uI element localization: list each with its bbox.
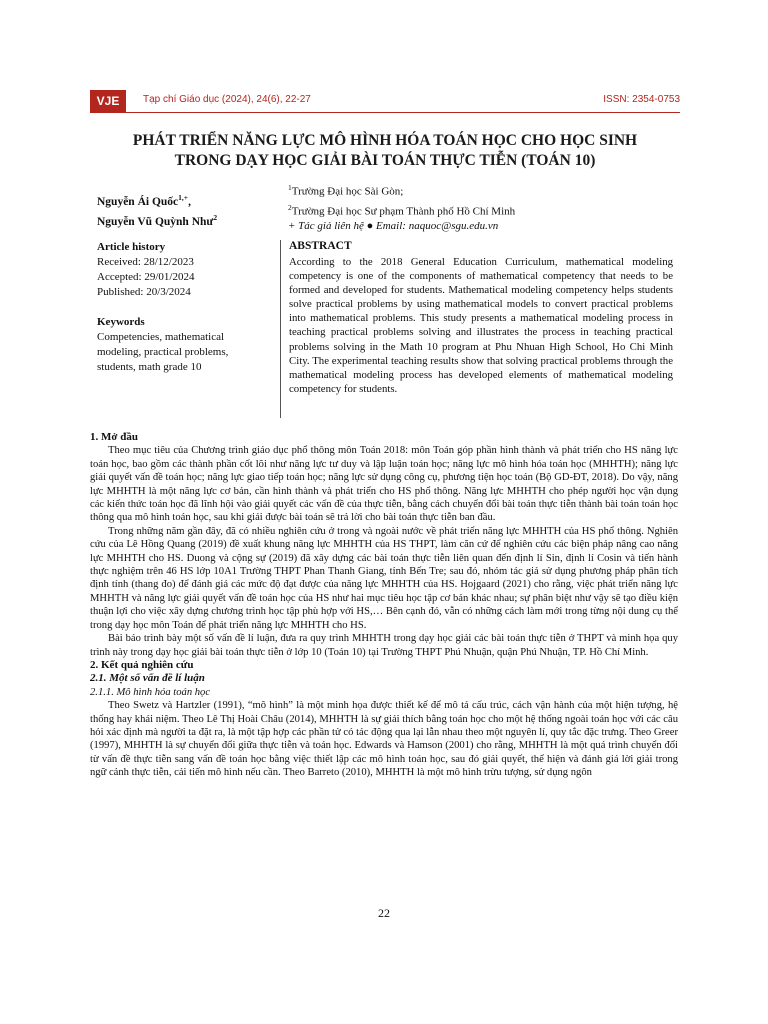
article-history-heading: Article history bbox=[97, 241, 166, 253]
title-line-1: PHÁT TRIỂN NĂNG LỰC MÔ HÌNH HÓA TOÁN HỌC CHO HỌC SINH bbox=[132, 132, 638, 149]
author-list bbox=[97, 190, 217, 230]
corresponding-contact: + Tác giả liên hệ ● Email: naquoc@sgu.edu.vn bbox=[288, 220, 499, 233]
affiliation-1: $^1$Trường Đại học Sài Gòn; bbox=[288, 183, 404, 198]
page-number: 22 bbox=[378, 906, 390, 920]
accepted-date: Accepted: 29/01/2024 bbox=[97, 271, 195, 283]
journal-citation: Tạp chí Giáo dục (2024), 24(6), 22-27 bbox=[143, 94, 311, 105]
journal-logo: VJE bbox=[90, 90, 126, 112]
article-title bbox=[90, 131, 680, 171]
abstract-heading: ABSTRACT bbox=[289, 240, 352, 252]
abstract-text: According to the 2018 General Education Curriculum, mathematical modeling competency is one of the components of mathematical competency that needs to be formed and developed for students. Mathematical modeling competency helps students solve practical problems by using mathematical models to convert practical problems into mathematical problems. This study presents a mathematical modeling process in teaching practical problems solving and illustrates the process in teaching practical problems solving in the Math 10 program at Phu Nhuan High School, Ho Chi Minh City. The experimental teaching results show that solving practical problems through the mathematical modeling process has developed elements of mathematical modeling competency for students. bbox=[289, 256, 673, 395]
paragraph: Theo mục tiêu của Chương trình giáo dục phổ thông môn Toán 2018: môn Toán góp phần hình thành và phát triển cho HS năng lực toán học, bao gồm các thành phần cốt lõi như năng lực tư duy và lập luận toán học; năng lực mô hình hóa toán học (MHHTH); năng lực giải quyết vấn đề toán học; năng lực giao tiếp toán học; năng lực sử dụng công cụ, phương tiện học toán (Bộ GD-ĐT, 2018). Do vậy, năng lực MHHTH là một năng lực cơ bản, cần hình thành và phát triển cho HS phổ thông. Năng lực MHHTH cho phép người học vận dụng các kiến thức toán học đã lĩnh hội vào giải quyết các vấn đề của thực tiễn, bằng cách chuyển đổi bài toán thực tiễn thành bài toán toán học thông qua mô hình toán học, sau khi giải được bài toán sẽ trả lời cho bài toán thực tiễn ban đầu. bbox=[90, 445, 678, 524]
article-info bbox=[97, 240, 265, 375]
article-body bbox=[90, 431, 678, 780]
paragraph: Trong những năm gần đây, đã có nhiều nghiên cứu ở trong và ngoài nước về phát triển năng lực MHHTH của HS phổ thông. Nghiên cứu của Lê Hồng Quang (2019) đề xuất khung năng lực MHHTH của HS THPT, làm căn cứ để nghiên cứu các biện pháp nâng cao năng lực MHHTH cho HS. Duong và cộng sự (2019) đã xây dựng các bài toán thực tiễn liên quan đến định lí Sin, định lí Cosin và tiến hành thực nghiệm trên 46 HS lớp 10A1 Trường THPT Phan Thanh Giang, tỉnh Bến Tre; sau đó, nhóm tác giả sử dụng phương pháp phân tích định tính (thang đo) để đánh giá các mức độ đạt được của năng lực MHHTH của HS. Hojgaard (2021) cho rằng, việc phát triển năng lực MHHTH và năng lực giải quyết vấn đề toán học của HS như hai mục tiêu học tập cơ bản khác nhau; sự phân biệt như vậy sẽ tạo điều kiện thuận lợi cho việc xây dựng chương trình học tập phù hợp với HS,… Bên cạnh đó, vẫn có những cách làm mới trong từng nội dung cụ thể trong dạy học môn Toán để phát triển năng lực MHHTH cho HS. bbox=[90, 525, 678, 631]
received-date: Received: 28/12/2023 bbox=[97, 256, 194, 268]
author-1: Nguyễn Ái Quốc$^{1,+}$, bbox=[97, 193, 191, 208]
subsection-heading: 2.1. Một số vấn đề lí luận bbox=[90, 672, 205, 685]
paragraph: Theo Swetz và Hartzler (1991), “mô hình” là một minh họa được thiết kế để mô tả cấu trúc, cách vận hành của một hiện tượng, hệ thống hay khái niệm. Theo Lê Thị Hoài Châu (2014), MHHTH là sự giải thích bằng toán học cho một hệ thống ngoài toán học với các câu hỏi xác định mà người ta đặt ra, là một tập hợp các phần tử có tác động qua lại lẫn nhau theo một nguyên lí, quy tắc đặc trưng. Theo Greer (1997), MHHTH là sự chuyển đổi giữa thực tiễn và toán học. Edwards và Hamson (2001) cho rằng, MHHTH là một quá trình chuyển đổi từ vấn đề thực tiễn sang vấn đề toán học bằng việc thiết lập các mô hình toán học, sau đó giải quyết, thể hiện và đánh giá lời giải trong ngữ cảnh thực tiễn, cải tiến mô hình nếu cần. Theo Barreto (2010), MHHTH là một mô hình trừu tượng, sử dụng ngôn bbox=[90, 700, 678, 779]
affiliations bbox=[288, 180, 515, 234]
journal-header bbox=[90, 90, 680, 113]
affiliation-2: $^2$Trường Đại học Sư phạm Thành phố Hồ Chí Minh bbox=[288, 202, 516, 218]
title-line-2: TRONG DẠY HỌC GIẢI BÀI TOÁN THỰC TIỄN (TOÁN 10) bbox=[174, 152, 596, 169]
paragraph: Bài báo trình bày một số vấn đề lí luận, đưa ra quy trình MHHTH trong dạy học giải các bài toán thực tiễn ở THPT và minh họa quy trình này trong dạy học giải bài toán thực tiễn ở lớp 10 (Toán 10) tại Trường THPT Phú Nhuận, quận Phú Nhuận, TP. Hồ Chí Minh. bbox=[90, 633, 678, 658]
keywords-text: Competencies, mathematical modeling, practical problems, students, math grade 10 bbox=[97, 331, 229, 373]
published-date: Published: 20/3/2024 bbox=[97, 286, 191, 298]
subsubsection-heading: 2.1.1. Mô hình hóa toán học bbox=[90, 686, 211, 698]
abstract bbox=[280, 240, 673, 418]
section-heading: 2. Kết quả nghiên cứu bbox=[90, 658, 194, 671]
issn: ISSN: 2354-0753 bbox=[603, 94, 680, 105]
keywords-heading: Keywords bbox=[97, 316, 145, 328]
section-heading: 1. Mở đầu bbox=[90, 431, 138, 443]
author-2: Nguyễn Vũ Quỳnh Như$^2$ bbox=[97, 212, 218, 228]
